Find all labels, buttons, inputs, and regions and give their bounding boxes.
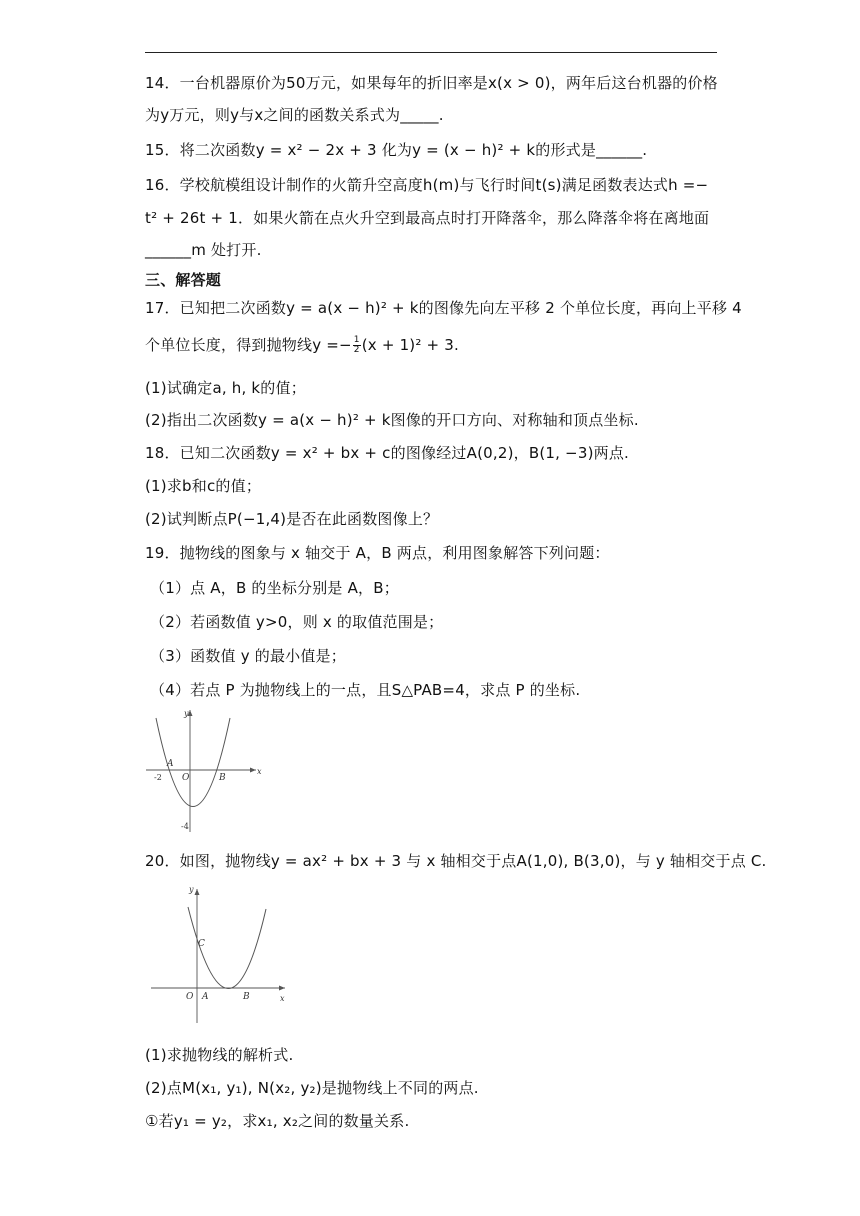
q19-tick-neg4: -4	[181, 822, 189, 831]
q17-line-1: 17．已知把二次函数y = a(x − h)² + k的图像先向左平移 2 个单位长度，再向上平移 4	[145, 299, 742, 317]
q20-x-arrow	[279, 986, 285, 991]
q20-part-2: (2)点M(x₁, y₁), N(x₂, y₂)是抛物线上不同的两点.	[145, 1079, 479, 1097]
q20-point-c-label: C	[198, 939, 205, 949]
q18-line-1: 18．已知二次函数y = x² + bx + c的图像经过A(0,2)，B(1, −3)两点.	[145, 444, 629, 462]
q17-line-2-post: (x + 1)² + 3.	[361, 336, 459, 354]
q20-part-2-1: ①若y₁ = y₂，求x₁, x₂之间的数量关系.	[145, 1112, 410, 1130]
q16-line-3: ______m 处打开.	[145, 241, 262, 259]
q19-x-label: x	[257, 767, 262, 776]
q19-line-1: 19．抛物线的图象与 x 轴交于 A，B 两点，利用图象解答下列问题：	[145, 544, 610, 562]
q14-line-1: 14．一台机器原价为50万元，如果每年的折旧率是x(x > 0)，两年后这台机器的价格	[145, 74, 718, 92]
q19-origin-label: O	[182, 773, 190, 783]
q19-point-a-label: A	[167, 759, 174, 769]
q17-part-1: (1)试确定a, h, k的值；	[145, 379, 306, 397]
q19-part-3: （3）函数值 y 的最小值是；	[150, 647, 346, 665]
section-heading: 三、解答题	[145, 271, 222, 289]
q17-fraction	[353, 336, 361, 355]
q20-part-1: (1)求抛物线的解析式.	[145, 1046, 294, 1064]
q19-part-2: （2）若函数值 y>0，则 x 的取值范围是；	[150, 613, 444, 631]
q17-part-2: (2)指出二次函数y = a(x − h)² + k图像的开口方向、对称轴和顶点坐标.	[145, 411, 639, 429]
q19-tick-neg2: -2	[154, 773, 162, 782]
q17-fraction-numerator: 1	[353, 335, 360, 345]
q18-part-1: (1)求b和c的值；	[145, 477, 262, 495]
q20-origin-label: O	[186, 992, 194, 1002]
q19-x-arrow	[250, 768, 256, 773]
q20-line-1: 20．如图，抛物线y = ax² + bx + 3 与 x 轴相交于点A(1,0), B(3,0)，与 y 轴相交于点 C.	[145, 852, 767, 870]
q19-point-b-label: B	[219, 773, 226, 783]
q14-line-2: 为y万元，则y与x之间的函数关系式为_____.	[145, 106, 444, 124]
q20-x-label: x	[280, 994, 285, 1003]
q19-y-label: y	[184, 709, 189, 718]
q19-parabola-graph	[140, 704, 270, 834]
q20-point-a-label: A	[202, 992, 209, 1002]
q20-parabola-graph	[145, 877, 295, 1025]
q16-line-2: t² + 26t + 1．如果火箭在点火升空到最高点时打开降落伞，那么降落伞将在离地面	[145, 209, 710, 227]
q16-line-1: 16．学校航模组设计制作的火箭升空高度h(m)与飞行时间t(s)满足函数表达式h =−	[145, 176, 709, 194]
q20-point-b-label: B	[243, 992, 250, 1002]
top-rule	[145, 52, 717, 53]
q17-line-2-pre: 个单位长度，得到抛物线y =−	[145, 336, 352, 354]
q19-part-1: （1）点 A，B 的坐标分别是 A，B；	[150, 579, 399, 597]
q20-y-label: y	[189, 885, 194, 894]
q19-part-4: （4）若点 P 为抛物线上的一点，且S△PAB=4，求点 P 的坐标.	[150, 681, 581, 699]
q17-line-2	[145, 335, 459, 355]
q20-y-arrow	[195, 889, 200, 895]
q15-line-1: 15．将二次函数y = x² − 2x + 3 化为y = (x − h)² + k的形式是______.	[145, 141, 648, 159]
q17-fraction-denominator: 2	[353, 345, 360, 355]
q18-part-2: (2)试判断点P(−1,4)是否在此函数图像上？	[145, 510, 439, 528]
